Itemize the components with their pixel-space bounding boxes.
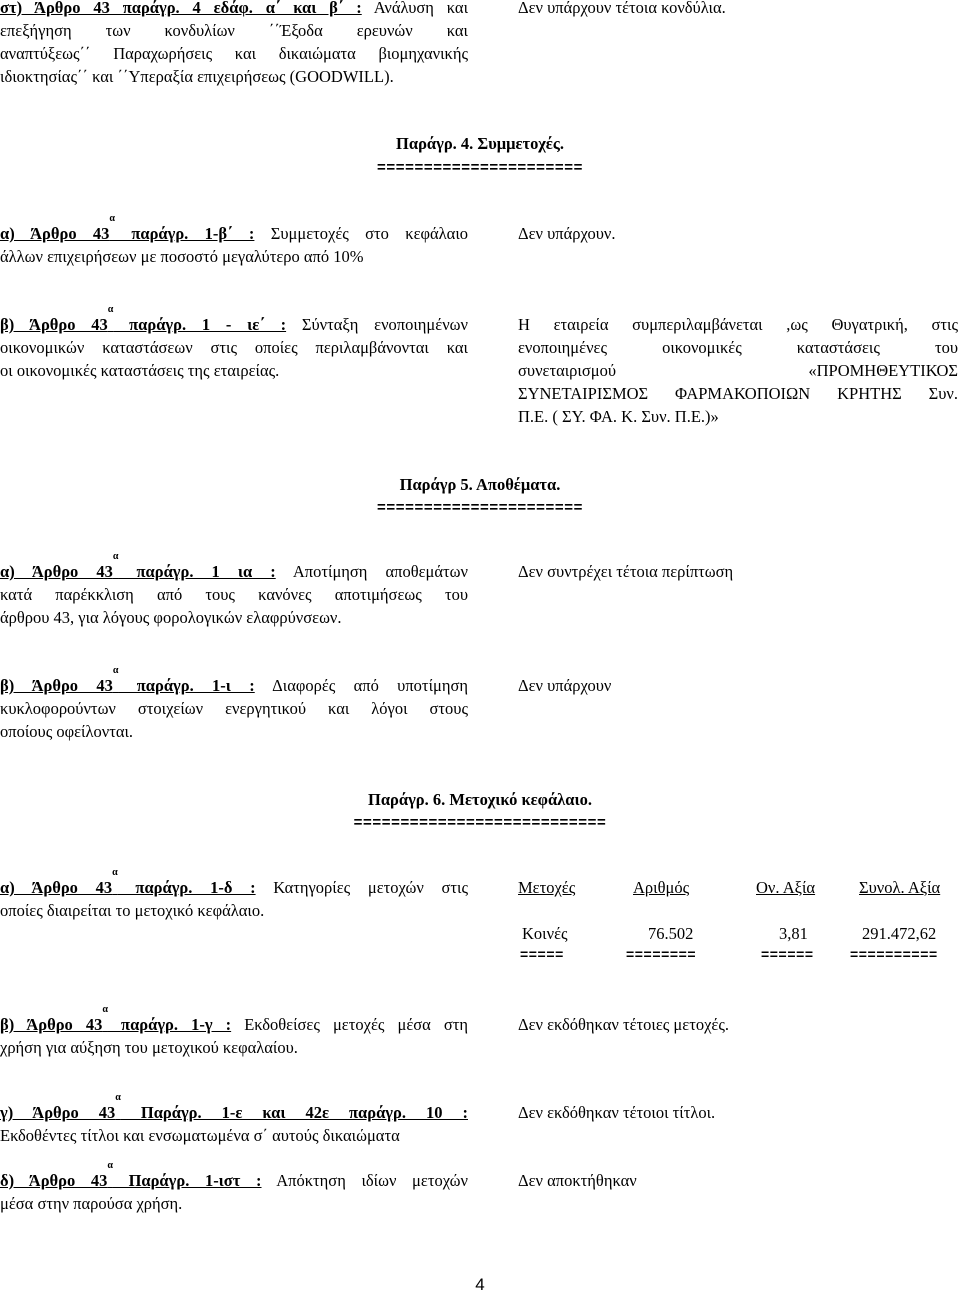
table-cell-count: 76.502 <box>648 924 694 943</box>
sec6-b-text: β) Άρθρο $43^\alpha$ παράγρ. 1-γ : Εκδοθείσες μετοχές μέσα στη χρήση για αύξηση του μετοχικού κεφαλαίου. <box>0 1004 469 1057</box>
section-5-title: Παράγρ 5. Αποθέματα. <box>399 475 561 494</box>
item-st-text: στ) Άρθρο 43 παράγρ. 4 εδάφ. α΄ και β΄ : Ανάλυση και επεξήγηση των κονδυλίων ΄΄Έξοδα ερευνών και αναπτύξεως΄΄ Παραχωρήσεις και δικαιώματα βιομηχανικής ιδιοκτησίας΄΄ και ΄΄Υπεραξία επιχειρήσεως (GOODWILL). <box>0 0 469 86</box>
sec4-a-answer: Δεν υπάρχουν. <box>518 224 616 243</box>
sec4-b-text: β) Άρθρο $43^\alpha$ παράγρ. 1 - ιε΄ : Σύνταξη ενοποιημένων οικονομικών καταστάσεων στις οποίες περιλαμβάνονται και οι οικονομικές καταστάσεις της εταιρείας. <box>0 304 468 380</box>
table-cell-type: Κοινές <box>522 924 568 943</box>
sec5-b-answer: Δεν υπάρχουν <box>518 676 612 695</box>
sec6-d-answer: Δεν αποκτήθηκαν <box>518 1171 637 1190</box>
sec4-b-answer: Η εταιρεία συμπεριλαμβάνεται ,ως Θυγατρική, στις ενοποιημένες οικονομικές καταστάσεις του συνεταιρισμού «ΠΡΟΜΗΘΕΥΤΙΚΟΣ ΣΥΝΕΤΑΙΡΙΣΜΟΣ ΦΑΡΜΑΚΟΠΟΙΩΝ ΚΡΗΤΗΣ Συν. Π.Ε. ( ΣΥ. ΦΑ. Κ. Συν. Π.Ε.)» <box>518 315 958 426</box>
page-number: 4 <box>475 1275 485 1294</box>
table-rule: ===== <box>520 946 564 962</box>
section-5-rule: ====================== <box>377 499 583 516</box>
table-rule: ====== <box>761 946 814 962</box>
sec6-d-text: δ) Άρθρο $43^\alpha$ Παράγρ. 1-ιστ : Απόκτηση ιδίων μετοχών μέσα στην παρούσα χρήση. <box>0 1160 468 1213</box>
sec6-a-text: α) Άρθρο $43^\alpha$ παράγρ. 1-δ : Κατηγορίες μετοχών στις οποίες διαιρείται το μετοχικό κεφάλαιο. <box>0 867 469 920</box>
sec4-b-label: β) Άρθρο $43^\alpha$ παράγρ. 1 - ιε΄ : <box>0 304 287 334</box>
sec5-a-text: α) Άρθρο $43^\alpha$ παράγρ. 1 ια : Αποτίμηση αποθεμάτων κατά παρέκκλιση από τους κανόνες αποτιμήσεως του άρθρου 43, για λόγους φορολογικών ελαφρύνσεων. <box>0 551 468 627</box>
section-4-title: Παράγρ. 4. Συμμετοχές. <box>396 134 564 153</box>
sec6-d-label: δ) Άρθρο $43^\alpha$ Παράγρ. 1-ιστ : <box>0 1160 262 1190</box>
table-cell-total: 291.472,62 <box>862 924 937 943</box>
sec6-b-label: β) Άρθρο $43^\alpha$ παράγρ. 1-γ : <box>0 1004 232 1034</box>
table-rule: ========== <box>850 946 938 962</box>
sec5-a-answer: Δεν συντρέχει τέτοια περίπτωση <box>518 562 734 581</box>
item-st-label: στ) Άρθρο 43 παράγρ. 4 εδάφ. α΄ και β΄ : <box>0 0 362 17</box>
item-st-answer: Δεν υπάρχουν τέτοια κονδύλια. <box>518 0 726 17</box>
table-header-total: Συνολ. Αξία <box>859 878 941 897</box>
sec4-a-text: α) Άρθρο $43^\alpha$ παράγρ. 1-β΄ : Συμμετοχές στο κεφάλαιο άλλων επιχειρήσεων με ποσοστό μεγαλύτερο από 10% <box>0 213 469 266</box>
sec6-c-text: γ) Άρθρο $43^\alpha$ Παράγρ. 1-ε και 42ε παράγρ. 10 : Εκδοθέντες τίτλοι και ενσωματωμένα σ΄ αυτούς δικαιώματα <box>0 1092 468 1145</box>
sec6-c-label: γ) Άρθρο $43^\alpha$ Παράγρ. 1-ε και 42ε παράγρ. 10 : <box>0 1092 468 1122</box>
sec5-b-text: β) Άρθρο $43^\alpha$ παράγρ. 1-ι : Διαφορές από υποτίμηση κυκλοφορούντων στοιχείων ενεργητικού και λόγοι στους οποίους οφείλονται. <box>0 665 469 741</box>
table-rule: ======== <box>626 946 697 962</box>
sec6-a-label: α) Άρθρο $43^\alpha$ παράγρ. 1-δ : <box>0 867 256 897</box>
table-cell-nominal: 3,81 <box>779 924 808 943</box>
sec4-a-label: α) Άρθρο $43^\alpha$ παράγρ. 1-β΄ : <box>0 213 255 243</box>
section-4-rule: ====================== <box>377 159 583 176</box>
sec6-b-answer: Δεν εκδόθηκαν τέτοιες μετοχές. <box>518 1015 729 1034</box>
section-6-title: Παράγρ. 6. Μετοχικό κεφάλαιο. <box>368 790 592 809</box>
sec6-c-answer: Δεν εκδόθηκαν τέτοιοι τίτλοι. <box>518 1103 716 1122</box>
table-header-count: Αριθμός <box>633 878 690 897</box>
section-6-rule: =========================== <box>353 814 607 831</box>
sec5-b-label: β) Άρθρο $43^\alpha$ παράγρ. 1-ι : <box>0 665 255 695</box>
sec5-a-label: α) Άρθρο $43^\alpha$ παράγρ. 1 ια : <box>0 551 276 581</box>
table-header-shares: Μετοχές <box>518 878 576 897</box>
table-header-nominal: Ον. Αξία <box>756 878 816 897</box>
